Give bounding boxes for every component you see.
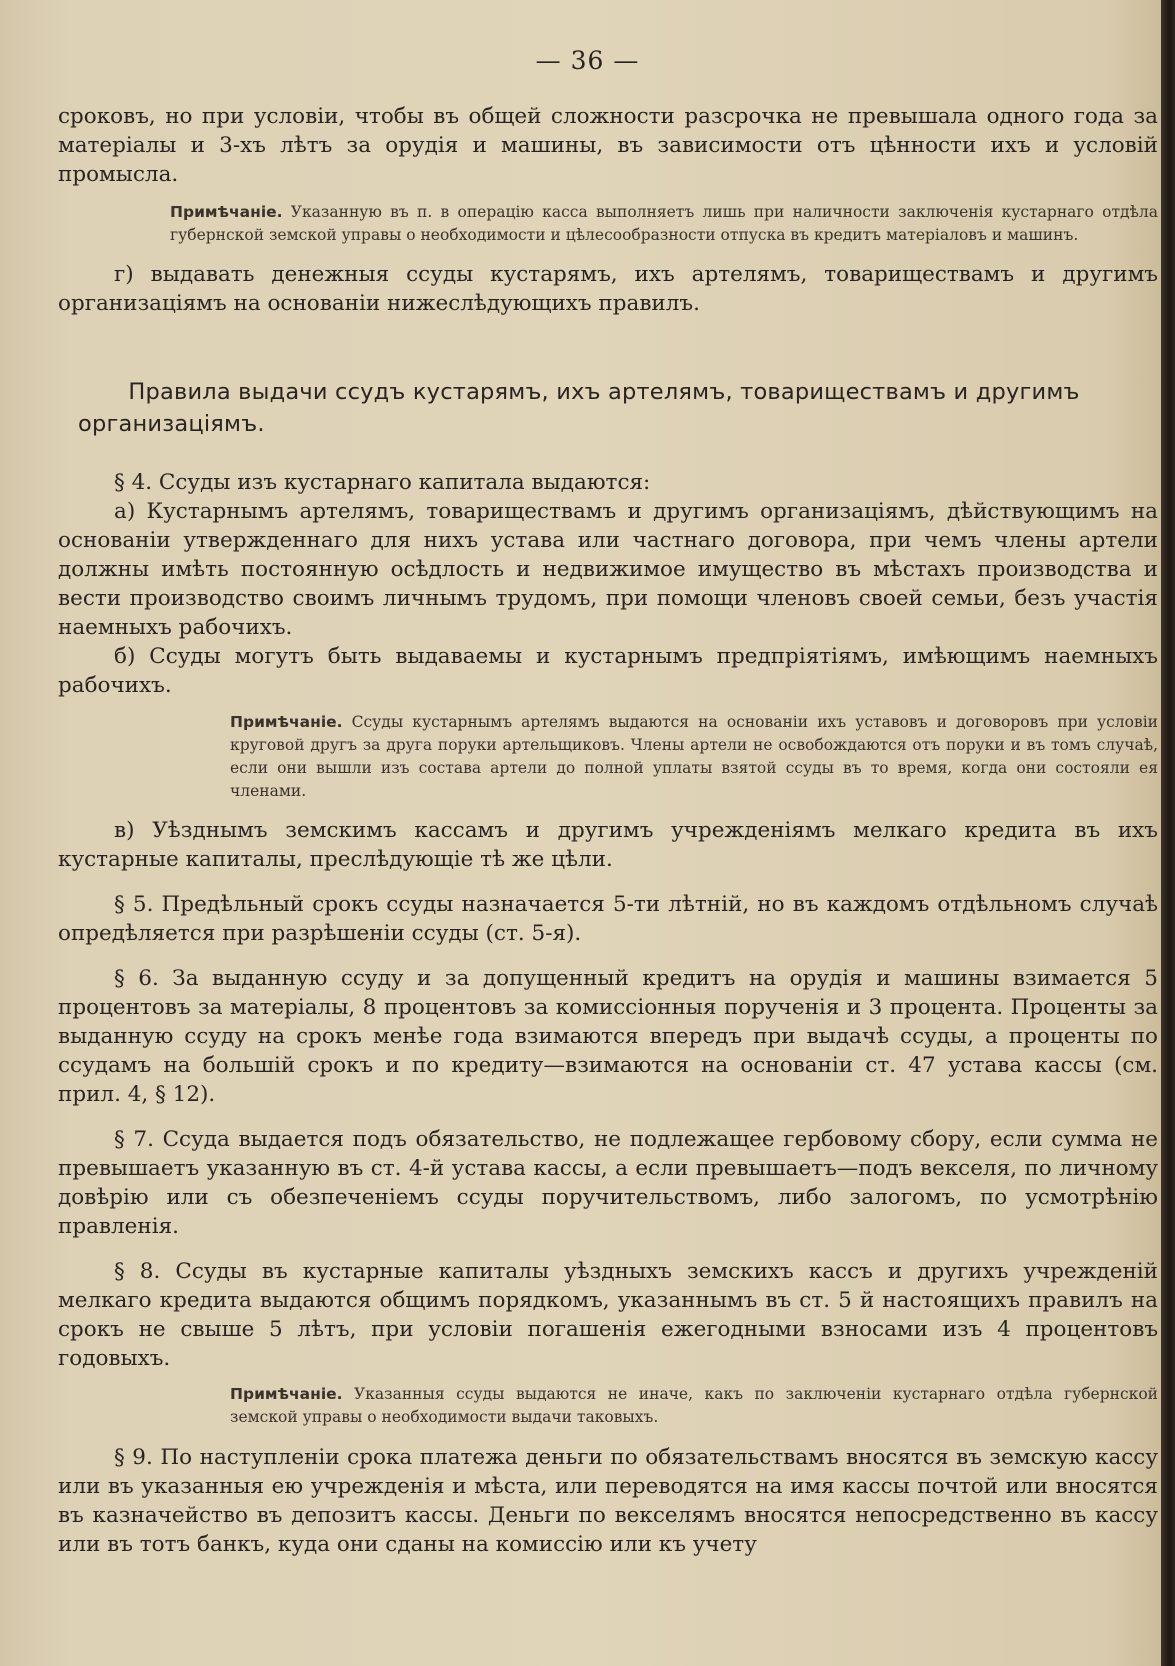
note-2 <box>230 711 1158 803</box>
paragraph-s6: § 6. За выданную ссуду и за допущенный кредитъ на орудія и машины взимается 5 процентовъ за матеріалы, 8 процентовъ за комиссіонныя порученія и 3 процента. Проценты за выданную ссуду на срокъ менѣе года взимаются впередъ при выдачѣ ссуды, а проценты по ссудамъ на большій срокъ и по кредиту—взимаются на основаніи ст. 47 устава кассы (см. прил. 4, § 12). <box>58 966 1158 1107</box>
paragraph-s8: § 8. Ссуды въ кустарные капиталы уѣздныхъ земскихъ кассъ и другихъ учрежденій мелкаго кредита выдаются общимъ порядкомъ, указаннымъ въ ст. 5 й настоящихъ правилъ на срокъ не свыше 5 лѣтъ, при условіи погашенія ежегодными взносами изъ 4 процентовъ годовыхъ. <box>58 1259 1158 1371</box>
paragraph-s4v: в) Уѣзднымъ земскимъ кассамъ и другимъ учрежденіямъ мелкаго кредита въ ихъ кустарные капиталы, преслѣдующіе тѣ же цѣли. <box>58 818 1158 872</box>
note-2-label: Примѣчаніе. <box>230 713 343 731</box>
paragraph-s4b: б) Ссуды могутъ быть выдаваемы и кустарнымъ предпріятіямъ, имѣющимъ наемныхъ рабочихъ. <box>58 644 1158 698</box>
paragraph-s5: § 5. Предѣльный срокъ ссуды назначается 5-ти лѣтній, но въ каждомъ отдѣльномъ случаѣ опредѣляется при разрѣшеніи ссуды (ст. 5-я). <box>58 892 1158 946</box>
note-1 <box>170 201 1158 247</box>
paragraph-s9: § 9. По наступленіи срока платежа деньги по обязательствамъ вносятся въ земскую кассу или въ указанныя ею учрежденія и мѣста, или переводятся на имя кассы почтой или вносятся въ казначейство въ депозитъ кассы. Деньги по векселямъ вносятся непосредственно въ кассу или въ тотъ банкъ, куда они сданы на комиссію или къ учету <box>58 1445 1158 1557</box>
page-number: — 36 — <box>535 46 640 75</box>
section-heading: Правила выдачи ссудъ кустарямъ, ихъ артелямъ, товариществамъ и другимъ организаціямъ. <box>78 379 1080 437</box>
paragraph-s7: § 7. Ссуда выдается подъ обязательство, не подлежащее гербовому сбору, если сумма не превышаетъ указанную въ ст. 4-й устава кассы, а если превышаетъ—подъ векселя, по личному довѣрію или съ обезпеченіемъ ссуды поручительствомъ, либо залогомъ, по усмотрѣнію правленія. <box>58 1127 1158 1239</box>
page-body <box>58 100 1158 1559</box>
paragraph-g: г) выдавать денежныя ссуды кустарямъ, ихъ артелямъ, товариществамъ и другимъ организаціямъ на основаніи нижеслѣдующихъ правилъ. <box>58 262 1158 316</box>
book-spine-edge <box>1161 0 1175 1666</box>
note-1-label: Примѣчаніе. <box>170 203 283 221</box>
note-3 <box>230 1383 1158 1429</box>
paragraph-s4a: а) Кустарнымъ артелямъ, товариществамъ и другимъ организаціямъ, дѣйствующимъ на основаніи утвержденнаго для нихъ устава или частнаго договора, при чемъ члены артели должны имѣть постоянную осѣдлость и недвижимое имущество въ мѣстахъ производства и вести производство своимъ личнымъ трудомъ, при помощи членовъ своей семьи, безъ участія наемныхъ рабочихъ. <box>58 499 1158 640</box>
note-1-text: Указанную въ п. в операцію касса выполняетъ лишь при наличности заключенія кустарнаго отдѣла губернской земской управы о необходимости и цѣлесообразности отпуска въ кредитъ матеріаловъ и машинъ. <box>170 203 1158 244</box>
paragraph-intro: сроковъ, но при условіи, чтобы въ общей сложности разсрочка не превышала одного года за матеріалы и 3-хъ лѣтъ за орудія и машины, въ зависимости отъ цѣнности ихъ и условій промысла. <box>58 104 1158 187</box>
paragraph-s4: § 4. Ссуды изъ кустарнаго капитала выдаются: <box>114 470 651 495</box>
note-3-text: Указанныя ссуды выдаются не иначе, какъ по заключеніи кустарнаго отдѣла губернской земской управы о необходимости выдачи таковыхъ. <box>230 1385 1158 1426</box>
note-2-text: Ссуды кустарнымъ артелямъ выдаются на основаніи ихъ уставовъ и договоровъ при условіи круговой другъ за друга поруки артельщиковъ. Члены артели не освобождаются отъ поруки и въ томъ случаѣ, если они вышли изъ состава артели до полной уплаты взятой ссуды въ то время, когда они состояли ея членами. <box>230 713 1158 800</box>
note-3-label: Примѣчаніе. <box>230 1385 343 1403</box>
